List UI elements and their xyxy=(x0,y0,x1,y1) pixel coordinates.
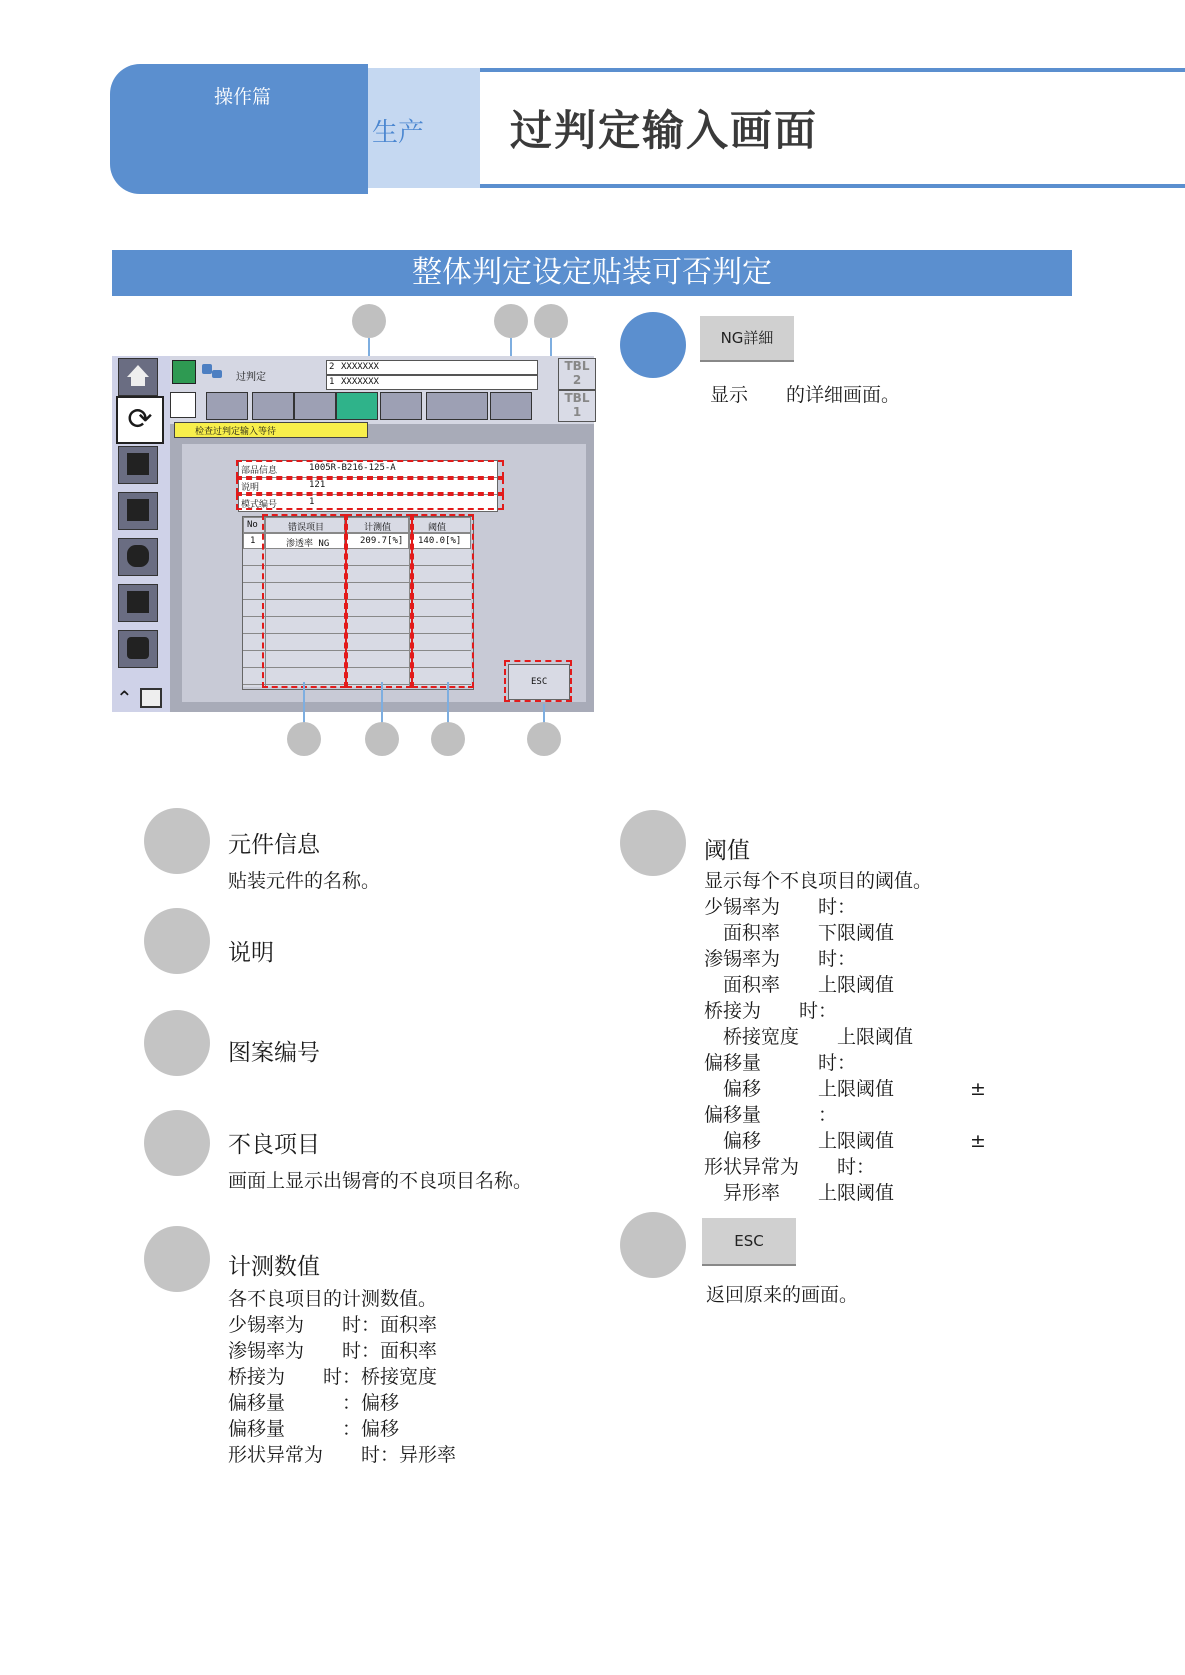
cell-item: 渗透率 NG xyxy=(286,539,330,549)
th-item: 错误项目 xyxy=(288,523,325,533)
sidebar-bottom xyxy=(112,684,166,712)
mode-button-1[interactable] xyxy=(118,446,158,484)
callout-circle xyxy=(534,304,568,338)
cell-no: 1 xyxy=(250,536,256,546)
th-no: No xyxy=(247,520,258,530)
item-title: 计测数值 xyxy=(228,1254,320,1280)
tool-button-3[interactable] xyxy=(294,392,336,420)
highlight-info-2 xyxy=(236,478,504,494)
info-key: 部品信息 xyxy=(241,466,278,476)
th-threshold: 阈值 xyxy=(428,523,447,533)
tbl2-tag[interactable]: TBL 2 xyxy=(558,358,596,390)
highlight-divider xyxy=(411,516,413,688)
field-1-value: XXXXXXX xyxy=(341,362,379,372)
item-desc: 贴装元件的名称。 xyxy=(228,870,381,892)
highlight-divider xyxy=(345,516,347,688)
scroll-up-icon[interactable]: ⌃ xyxy=(116,686,133,710)
section-title: 整体判定设定贴装可否判定 xyxy=(112,250,1072,296)
cell-threshold: 140.0[%] xyxy=(418,536,462,546)
mode-button-4[interactable] xyxy=(118,584,158,622)
field-1-num: 2 xyxy=(329,362,335,372)
item-title: 元件信息 xyxy=(228,832,320,858)
item-desc: 各不良项目的计测数值。 少锡率为 时：面积率 渗锡率为 时：面积率 桥接为 时：桥接宽度 偏移量 ：偏移 偏移量 ：偏移 形状异常为 时：异形率 xyxy=(228,1288,457,1466)
field-1 xyxy=(326,360,538,375)
info-value: 1005R-B216-125-A xyxy=(309,463,396,473)
home-button[interactable] xyxy=(118,358,158,396)
esc-desc: 返回原来的画面。 xyxy=(706,1284,859,1306)
item-title: 图案编号 xyxy=(228,1040,320,1066)
tool-button-2[interactable] xyxy=(252,392,294,420)
ui-screenshot xyxy=(112,356,594,712)
print-icon[interactable] xyxy=(140,688,162,708)
highlight-col-value xyxy=(346,514,412,688)
threshold-title: 阈值 xyxy=(704,838,750,864)
field-2-num: 1 xyxy=(329,377,335,387)
mode-button-2[interactable] xyxy=(118,492,158,530)
tool-button-1[interactable] xyxy=(206,392,248,420)
highlight-info-1 xyxy=(236,460,504,478)
tbl1-tag[interactable]: TBL 1 xyxy=(558,390,596,422)
callout-circle-ng xyxy=(620,312,686,378)
callout-circle xyxy=(144,1110,210,1176)
logout-icon[interactable] xyxy=(172,360,196,384)
callout-circle xyxy=(365,722,399,756)
info-key: 说明 xyxy=(241,483,260,493)
callout-circle xyxy=(494,304,528,338)
refresh-icon[interactable]: ⟳ xyxy=(116,396,164,444)
cell-value: 209.7[%] xyxy=(360,536,404,546)
callout-circle xyxy=(431,722,465,756)
tool-button-6[interactable] xyxy=(490,392,532,420)
status-warning xyxy=(174,422,368,438)
mode-label: 过判定 xyxy=(236,372,266,383)
item-title: 说明 xyxy=(228,940,274,966)
th-value: 计测值 xyxy=(364,523,392,533)
item-desc: 画面上显示出锡膏的不良项目名称。 xyxy=(228,1170,533,1192)
threshold-desc: 显示每个不良项目的阈值。 少锡率为 时： 面积率 下限阈值 渗锡率为 时： 面积率 上限阈值 桥接为 时： 桥接宽度 上限阈值 偏移量 时： 偏移 上限阈值 ± 偏移量 ： 偏移 上限阈值 ± 形状异常为 时： 异形率 上限阈值 xyxy=(704,870,986,1204)
esc-label: ESC xyxy=(531,677,548,687)
graph-icon[interactable] xyxy=(170,392,196,418)
header-category: 操作篇 xyxy=(214,86,272,108)
callout-circle xyxy=(144,1010,210,1076)
info-value: 121 xyxy=(309,480,326,490)
esc-button-sample[interactable]: ESC xyxy=(702,1218,796,1266)
robot-icon xyxy=(200,360,224,382)
callout-circle xyxy=(620,1212,686,1278)
mode-button-3[interactable] xyxy=(118,538,158,576)
header-subcategory: 生产 xyxy=(372,118,425,148)
callout-circle xyxy=(144,1226,210,1292)
ng-detail-desc: 显示 的详细画面。 xyxy=(710,384,901,406)
info-value: 1 xyxy=(309,497,315,507)
callout-circle xyxy=(287,722,321,756)
tool-button-active[interactable] xyxy=(336,392,378,420)
highlight-esc xyxy=(504,660,572,702)
tool-button-4[interactable] xyxy=(380,392,422,420)
warning-text: 检查过判定输入等待 xyxy=(195,427,277,437)
field-2 xyxy=(326,375,538,390)
ng-detail-button[interactable]: NG詳細 xyxy=(700,316,794,362)
page-header xyxy=(110,64,1185,194)
page-title: 过判定输入画面 xyxy=(510,106,819,155)
callout-circle xyxy=(144,808,210,874)
item-title: 不良项目 xyxy=(228,1132,320,1158)
callout-circle xyxy=(620,810,686,876)
tool-button-5[interactable] xyxy=(426,392,488,420)
callout-circle xyxy=(352,304,386,338)
highlight-col-threshold xyxy=(412,514,474,688)
highlight-info-3 xyxy=(236,494,504,510)
callout-circle xyxy=(144,908,210,974)
field-2-value: XXXXXXX xyxy=(341,377,379,387)
info-key: 模式编号 xyxy=(241,500,278,510)
highlight-col-item xyxy=(262,514,346,688)
mode-button-5[interactable] xyxy=(118,630,158,668)
callout-circle xyxy=(527,722,561,756)
